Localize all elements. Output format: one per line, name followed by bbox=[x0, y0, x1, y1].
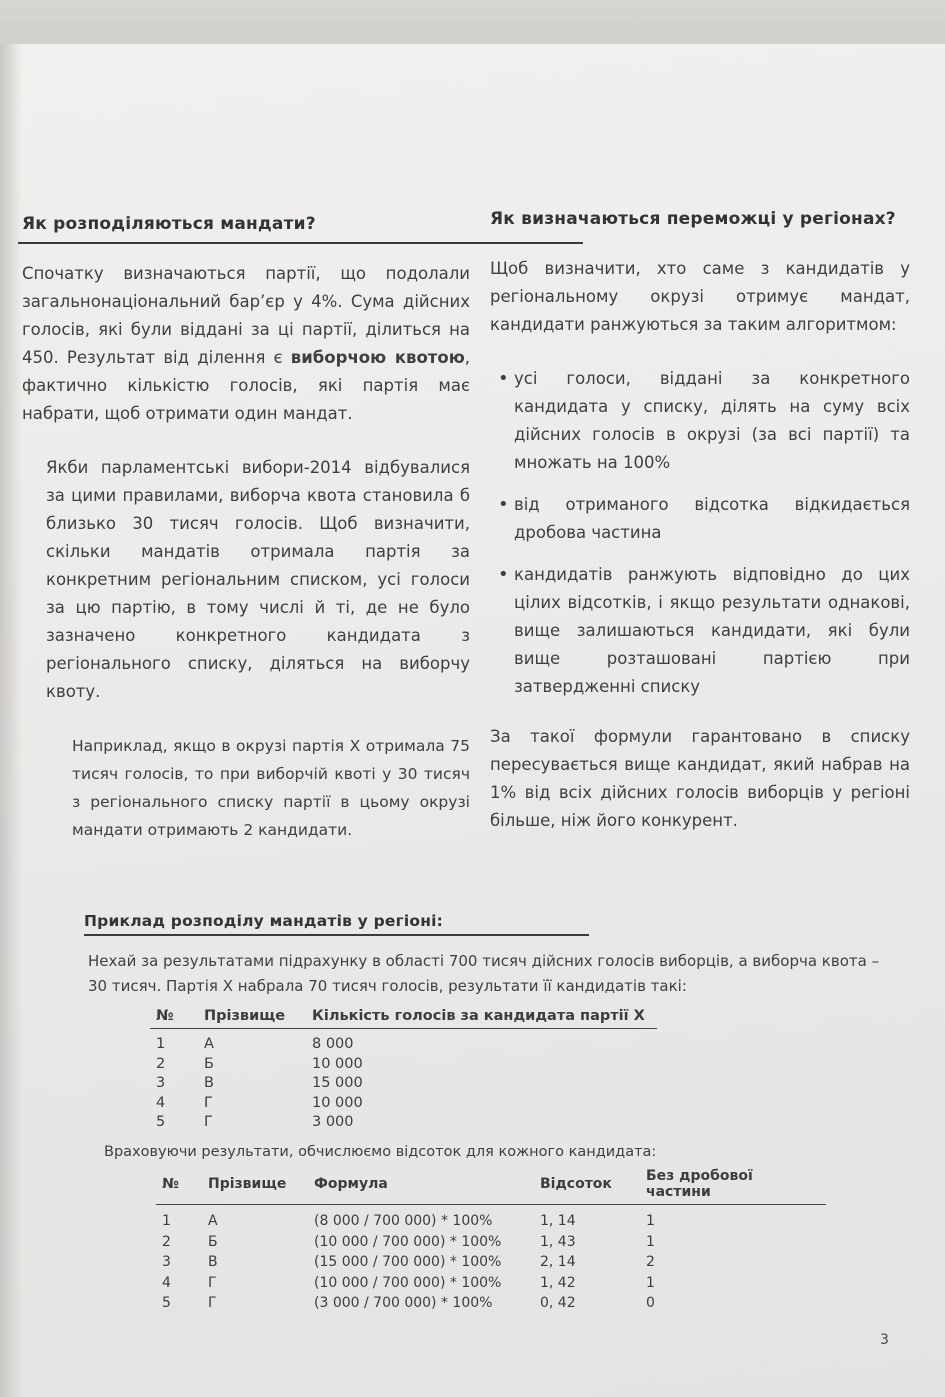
cell-votes: 15 000 bbox=[312, 1075, 363, 1091]
cell-surname: Г bbox=[204, 1094, 213, 1111]
document-page bbox=[0, 44, 945, 1397]
col-header-percent: Відсоток bbox=[534, 1168, 640, 1205]
cell-votes: 3 000 bbox=[312, 1114, 354, 1130]
page-number: 3 bbox=[880, 1332, 889, 1348]
percent-note: Враховуючи результати, обчислюємо відсоток для кожного кандидата: bbox=[104, 1144, 657, 1160]
right-outro: За такої формули гарантовано в списку пересувається вище кандидат, який набрав на 1% від всіх дійсних голосів виборців у регіоні більше, ніж його конкурент. bbox=[490, 727, 910, 830]
cell-integer: 1 bbox=[646, 1274, 655, 1291]
cell-number: 4 bbox=[162, 1274, 171, 1291]
cell-surname: А bbox=[208, 1213, 218, 1229]
cell-votes: 8 000 bbox=[312, 1036, 354, 1052]
table-row bbox=[150, 1113, 657, 1133]
cell-number: 1 bbox=[162, 1213, 171, 1229]
cell-integer: 1 bbox=[646, 1233, 655, 1250]
left-paragraph-2: Якби парламентські вибори-2014 відбувалися за цими правилами, виборча квота становила б близько 30 тисяч голосів. Щоб визначити, скільки мандатів отримала партія за конкретним регіональним списком, усі голоси за цю партію, в тому числі й ті, де не було зазначено конкретного кандидата з регіонального списку, діляться на виборчу квоту. bbox=[46, 458, 470, 701]
cell-percent: 2, 14 bbox=[540, 1254, 576, 1270]
votes-table bbox=[150, 1008, 657, 1133]
col-header-surname: Прізвище bbox=[202, 1168, 308, 1205]
cell-percent: 1, 42 bbox=[540, 1274, 576, 1291]
cell-number: 5 bbox=[162, 1295, 171, 1311]
right-column bbox=[490, 209, 910, 861]
table-row bbox=[156, 1232, 826, 1253]
left-column bbox=[22, 214, 470, 870]
example-intro: Нехай за результатами підрахунку в області 700 тисяч дійсних голосів виборців, а виборча квота – 30 тисяч. Партія Х набрала 70 тисяч голосів, результати її кандидатів такі: bbox=[88, 952, 880, 995]
cell-percent: 1, 14 bbox=[540, 1213, 576, 1229]
table-row bbox=[156, 1293, 826, 1314]
col-header-surname: Прізвище bbox=[198, 1008, 306, 1029]
cell-surname: Г bbox=[204, 1114, 213, 1130]
right-heading: Як визначаються переможці у регіонах? bbox=[490, 209, 896, 229]
cell-surname: Б bbox=[204, 1055, 214, 1072]
list-item: • від отриманого відсотка відкидається дробова частина bbox=[490, 491, 910, 547]
cell-votes: 10 000 bbox=[312, 1094, 363, 1111]
cell-number: 5 bbox=[156, 1114, 166, 1130]
cell-percent: 1, 43 bbox=[540, 1233, 576, 1250]
col-header-number: № bbox=[150, 1008, 198, 1029]
p1-text-a: Спочатку визначаються партії, що подолали загальнонаціональний бар’єр у 4%. Сума дійсних голосів, які були віддані за ці партії, ділиться на 450. Результат від ділення є bbox=[22, 264, 470, 367]
p1-text-b: , фактично кількістю голосів, які партія має набрати, щоб отримати один мандат. bbox=[22, 348, 470, 423]
cell-surname: Б bbox=[208, 1233, 218, 1250]
example-section bbox=[84, 912, 884, 930]
right-intro: Щоб визначити, хто саме з кандидатів у регіональному окрузі отримує мандат, кандидати ранжуються за таким алгоритмом: bbox=[490, 259, 910, 334]
algorithm-list bbox=[490, 365, 910, 701]
cell-number: 2 bbox=[156, 1055, 166, 1072]
table-row bbox=[150, 1074, 657, 1094]
table-row bbox=[150, 1055, 657, 1075]
cell-number: 3 bbox=[162, 1254, 171, 1270]
left-paragraph-3: Наприклад, якщо в окрузі партія Х отримала 75 тисяч голосів, то при виборчій квоті у 30 тисяч з регіонального списку партії в цьому окрузі мандати отримають 2 кандидати. bbox=[72, 737, 470, 839]
cell-surname: Г bbox=[208, 1295, 217, 1311]
cell-surname: Г bbox=[208, 1274, 217, 1291]
cell-formula: (15 000 / 700 000) * 100% bbox=[314, 1254, 502, 1270]
left-paragraph-1 bbox=[22, 260, 470, 428]
cell-number: 1 bbox=[156, 1036, 166, 1052]
cell-number: 4 bbox=[156, 1094, 166, 1111]
table-header-row bbox=[156, 1168, 826, 1205]
col-header-formula: Формула bbox=[308, 1168, 534, 1205]
example-heading-rule bbox=[84, 934, 589, 936]
cell-integer: 0 bbox=[646, 1295, 655, 1311]
page-shadow-edge bbox=[0, 44, 22, 1397]
table-row bbox=[150, 1029, 657, 1055]
table-row bbox=[156, 1252, 826, 1273]
cell-number: 3 bbox=[156, 1075, 166, 1091]
cell-formula: (10 000 / 700 000) * 100% bbox=[314, 1274, 502, 1291]
cell-integer: 2 bbox=[646, 1254, 655, 1270]
table-row bbox=[150, 1094, 657, 1114]
left-heading: Як розподіляються мандати? bbox=[22, 214, 316, 234]
cell-percent: 0, 42 bbox=[540, 1295, 576, 1311]
cell-number: 2 bbox=[162, 1233, 171, 1250]
cell-surname: В bbox=[208, 1254, 218, 1270]
cell-surname: В bbox=[204, 1075, 214, 1091]
table-row bbox=[156, 1205, 826, 1232]
p1-bold-term: виборчою квотою bbox=[290, 348, 465, 367]
col-header-integer: Без дробової частини bbox=[640, 1168, 826, 1205]
cell-formula: (10 000 / 700 000) * 100% bbox=[314, 1233, 502, 1250]
col-header-votes: Кількість голосів за кандидата партії Х bbox=[306, 1008, 657, 1029]
cell-integer: 1 bbox=[646, 1213, 655, 1229]
list-item: • усі голоси, віддані за конкретного кандидата у списку, ділять на суму всіх дійсних голосів в окрузі (за всі партії) та множать на 100% bbox=[490, 365, 910, 477]
table-header-row bbox=[150, 1008, 657, 1029]
example-heading: Приклад розподілу мандатів у регіоні: bbox=[84, 912, 444, 930]
percent-table bbox=[156, 1168, 826, 1314]
list-item: • кандидатів ранжують відповідно до цих цілих відсотків, і якщо результати однакові, вище залишаються кандидати, які були вище розташовані партією при затвердженні списку bbox=[490, 561, 910, 701]
cell-surname: А bbox=[204, 1036, 214, 1052]
table-row bbox=[156, 1273, 826, 1294]
cell-votes: 10 000 bbox=[312, 1055, 363, 1072]
cell-formula: (8 000 / 700 000) * 100% bbox=[314, 1213, 493, 1229]
cell-formula: (3 000 / 700 000) * 100% bbox=[314, 1295, 493, 1311]
col-header-number: № bbox=[156, 1168, 202, 1205]
